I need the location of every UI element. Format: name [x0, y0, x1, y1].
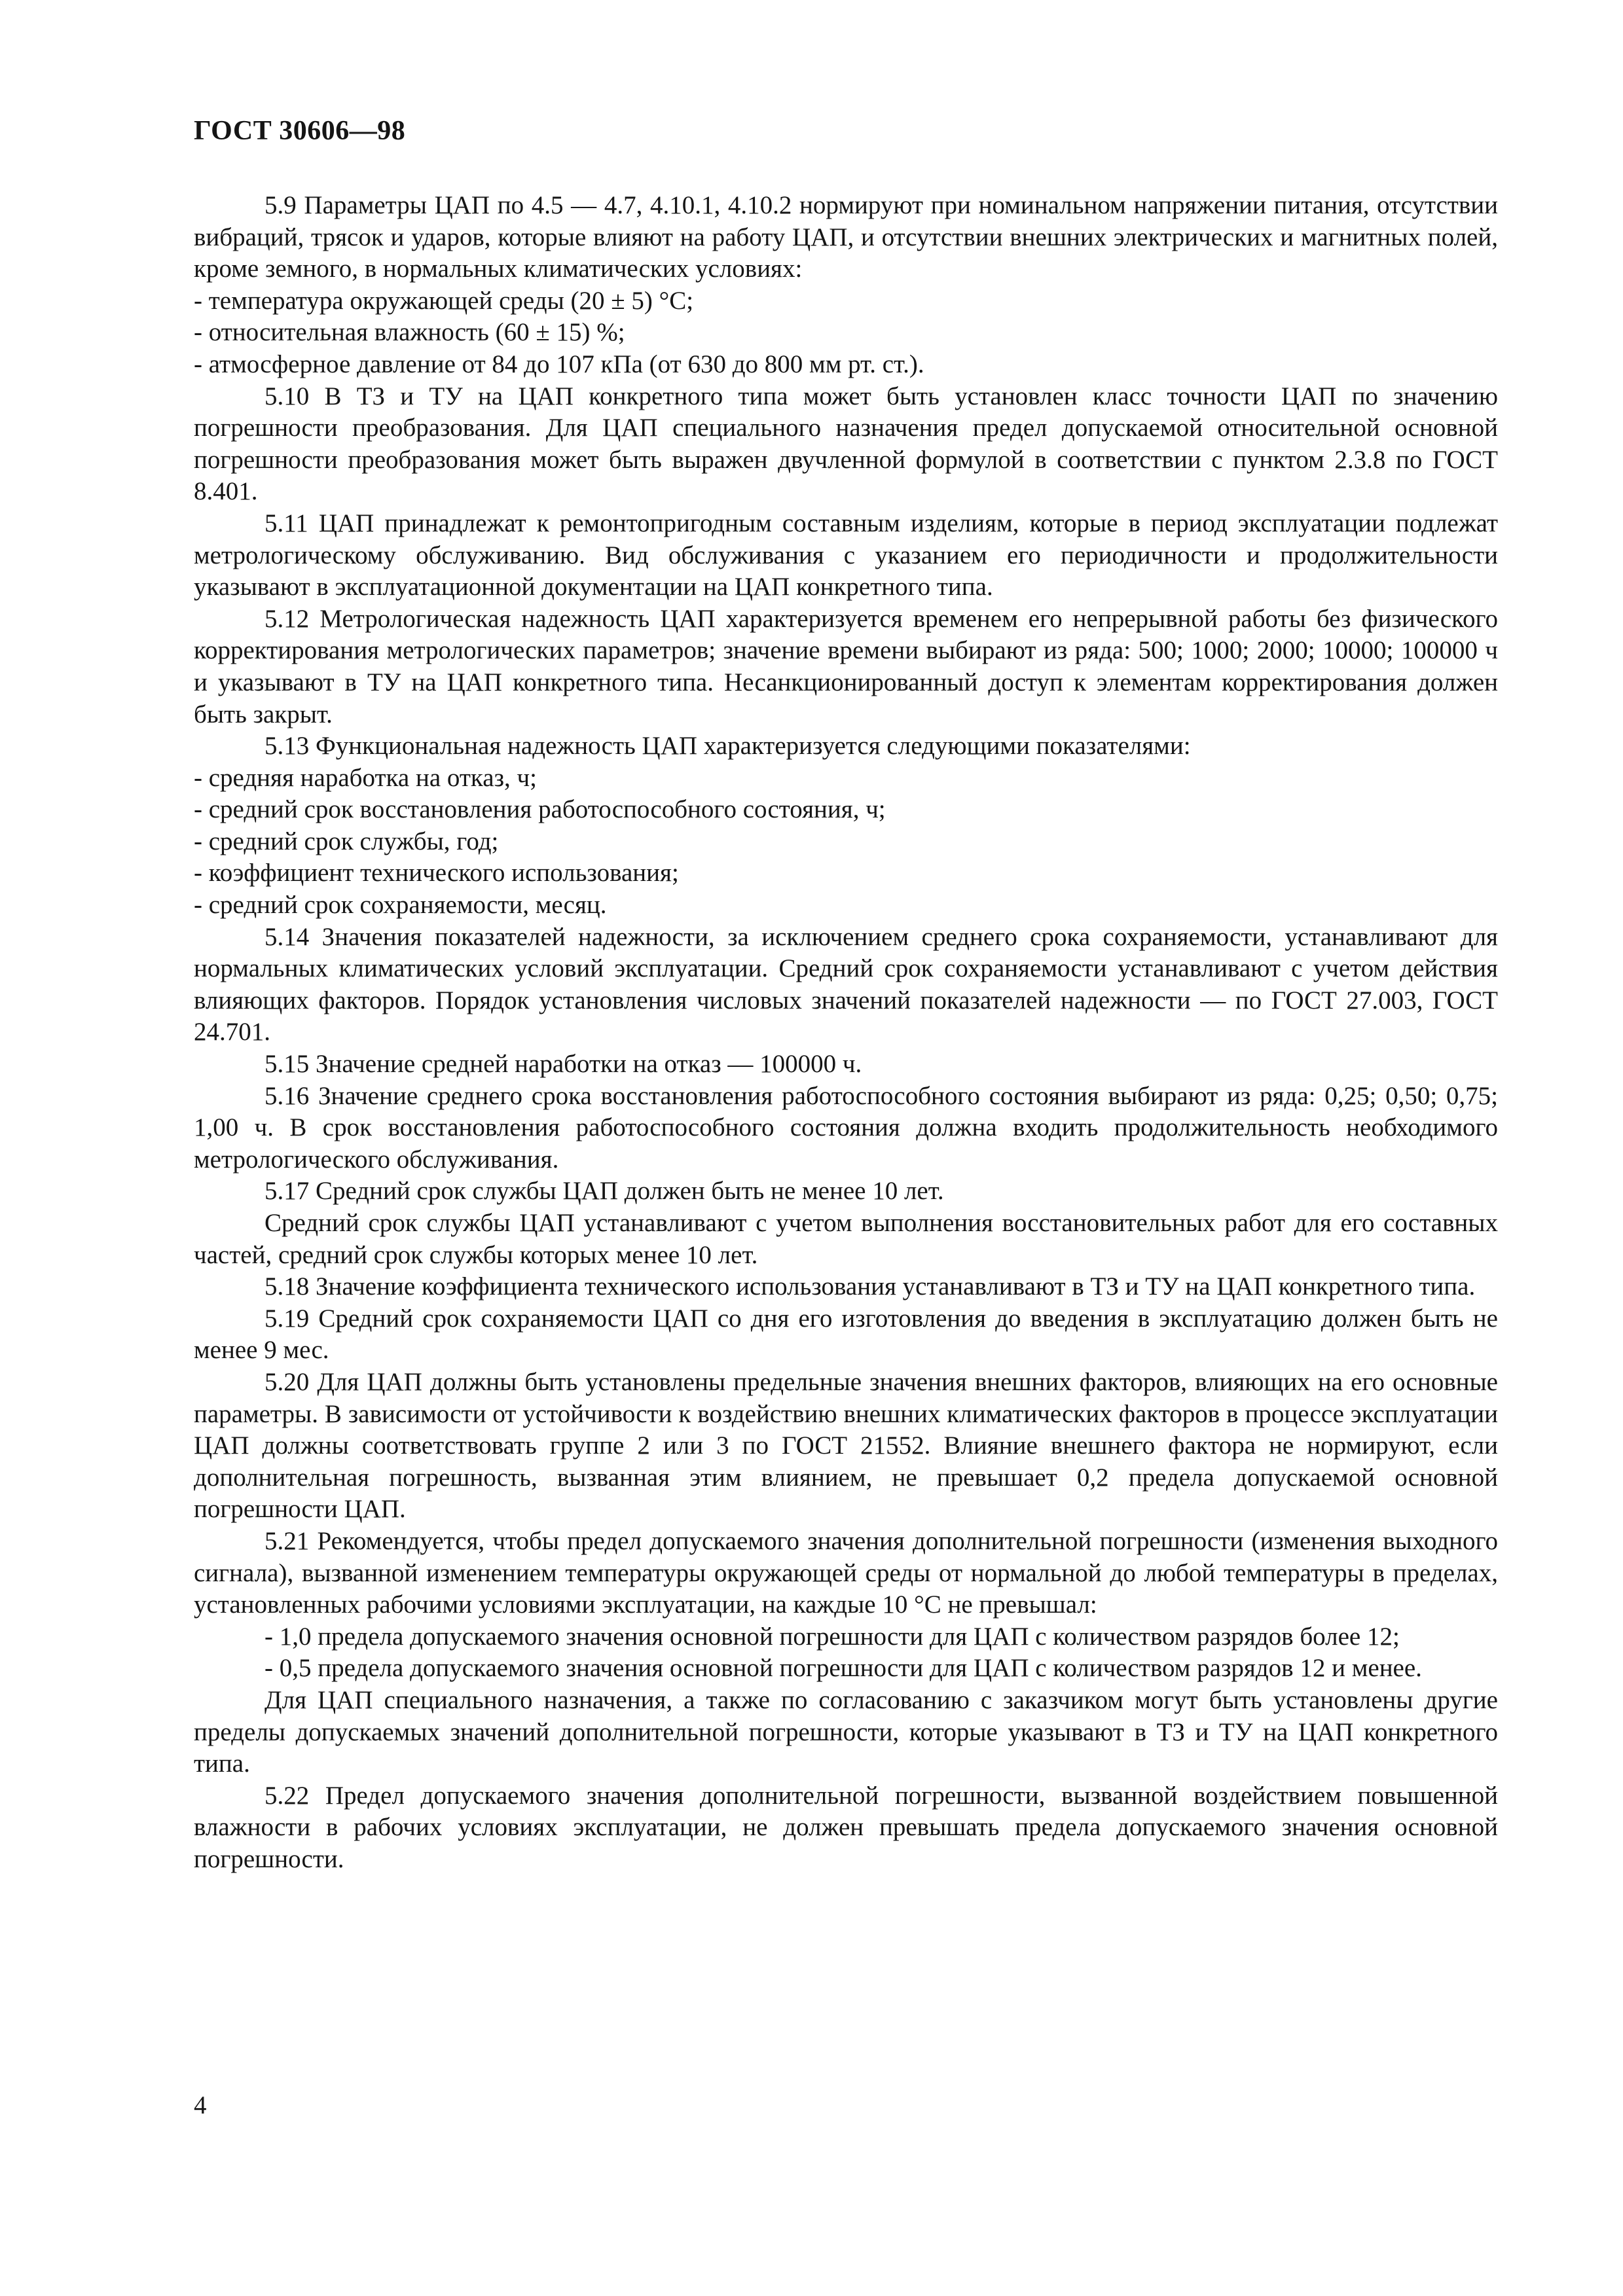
list-item-storage-life: - средний срок сохраняемости, месяц.	[194, 891, 607, 920]
paragraph-5-9: 5.9 Параметры ЦАП по 4.5 — 4.7, 4.10.1, 4.10.2 нормируют при номинальном напряжении питания, отсутствии вибраций, трясок и ударов, которые влияют на работу ЦАП, и отсутствии внешних электрических и магнитных полей, кроме земного, в нормальных климатических условиях:	[194, 191, 1498, 283]
list-item-pressure: - атмосферное давление от 84 до 107 кПа (от 630 до 800 мм рт. ст.).	[194, 350, 924, 378]
paragraph-5-18: 5.18 Значение коэффициента технического использования устанавливают в ТЗ и ТУ на ЦАП конкретного типа.	[264, 1272, 1476, 1301]
paragraph-5-19: 5.19 Средний срок сохраняемости ЦАП со дня его изготовления до введения в эксплуатацию должен быть не менее 9 мес.	[194, 1304, 1498, 1365]
document-body	[194, 190, 1498, 1875]
paragraph-5-21-continued: Для ЦАП специального назначения, а также по согласованию с заказчиком могут быть установлены другие пределы допускаемых значений дополнительной погрешности, которые указывают в ТЗ и ТУ на ЦАП конкретного типа.	[194, 1685, 1498, 1778]
paragraph-5-22: 5.22 Предел допускаемого значения дополнительной погрешности, вызванной воздействием повышенной влажности в рабочих условиях эксплуатации, не должен превышать предела допускаемого значения основной погрешности.	[194, 1781, 1498, 1873]
paragraph-5-13: 5.13 Функциональная надежность ЦАП характеризуется следующими показателями:	[264, 732, 1191, 761]
list-item-mtbf: - средняя наработка на отказ, ч;	[194, 763, 537, 792]
page-number: 4	[194, 2091, 207, 2119]
page-header: ГОСТ 30606—98	[194, 116, 406, 146]
list-item-recovery-time: - средний срок восстановления работоспособного состояния, ч;	[194, 795, 886, 824]
list-item-12-bits-or-less: - 0,5 предела допускаемого значения основной погрешности для ЦАП с количеством разрядов 12 и менее.	[264, 1654, 1422, 1683]
paragraph-5-17-continued: Средний срок службы ЦАП устанавливают с учетом выполнения восстановительных работ для его составных частей, средний срок службы которых менее 10 лет.	[194, 1209, 1498, 1269]
paragraph-5-21: 5.21 Рекомендуется, чтобы предел допускаемого значения дополнительной погрешности (изменения выходного сигнала), вызванной изменением температуры окружающей среды от нормальной до любой температуры в пределах, установленных рабочими условиями эксплуатации, на каждые 10 °С не превышал:	[194, 1526, 1498, 1619]
paragraph-5-10: 5.10 В ТЗ и ТУ на ЦАП конкретного типа может быть установлен класс точности ЦАП по значению погрешности преобразования. Для ЦАП специального назначения предел допускаемой относительной основной погрешности преобразования может быть выражен двучленной формулой в соответствии с пунктом 2.3.8 по ГОСТ 8.401.	[194, 382, 1498, 506]
paragraph-5-14: 5.14 Значения показателей надежности, за исключением среднего срока сохраняемости, устанавливают для нормальных климатических условий эксплуатации. Средний срок сохраняемости устанавливают с учетом действия влияющих факторов. Порядок установления числовых значений показателей надежности — по ГОСТ 27.003, ГОСТ 24.701.	[194, 922, 1498, 1047]
list-item-service-life: - средний срок службы, год;	[194, 827, 499, 855]
paragraph-5-15: 5.15 Значение средней наработки на отказ — 100000 ч.	[264, 1050, 862, 1079]
list-item-more-than-12-bits: - 1,0 предела допускаемого значения основной погрешности для ЦАП с количеством разрядов более 12;	[264, 1622, 1400, 1651]
list-item-utilization-coefficient: - коэффициент технического использования;	[194, 859, 679, 888]
paragraph-5-17: 5.17 Средний срок службы ЦАП должен быть не менее 10 лет.	[264, 1177, 944, 1206]
list-item-temperature: - температура окружающей среды (20 ± 5) °С;	[194, 286, 694, 315]
paragraph-5-12: 5.12 Метрологическая надежность ЦАП характеризуется временем его непрерывной работы без физического корректирования метрологических параметров; значение времени выбирают из ряда: 500; 1000; 2000; 10000; 100000 ч и указывают в ТУ на ЦАП конкретного типа. Несанкционированный доступ к элементам корректирования должен быть закрыт.	[194, 604, 1498, 728]
list-item-humidity: - относительная влажность (60 ± 15) %;	[194, 318, 625, 347]
paragraph-5-16: 5.16 Значение среднего срока восстановления работоспособного состояния выбирают из ряда: 0,25; 0,50; 0,75; 1,00 ч. В срок восстановления работоспособного состояния должна входить продолжительность необходимого метрологического обслуживания.	[194, 1081, 1498, 1174]
paragraph-5-11: 5.11 ЦАП принадлежат к ремонтопригодным составным изделиям, которые в период эксплуатации подлежат метрологическому обслуживанию. Вид обслуживания с указанием его периодичности и продолжительности указывают в эксплуатационной документации на ЦАП конкретного типа.	[194, 509, 1498, 601]
paragraph-5-20: 5.20 Для ЦАП должны быть установлены предельные значения внешних факторов, влияющих на его основные параметры. В зависимости от устойчивости к воздействию внешних климатических факторов в процессе эксплуатации ЦАП должны соответствовать группе 2 или 3 по ГОСТ 21552. Влияние внешнего фактора не нормируют, если дополнительная погрешность, вызванная этим влиянием, не превышает 0,2 предела допускаемой основной погрешности ЦАП.	[194, 1367, 1498, 1524]
